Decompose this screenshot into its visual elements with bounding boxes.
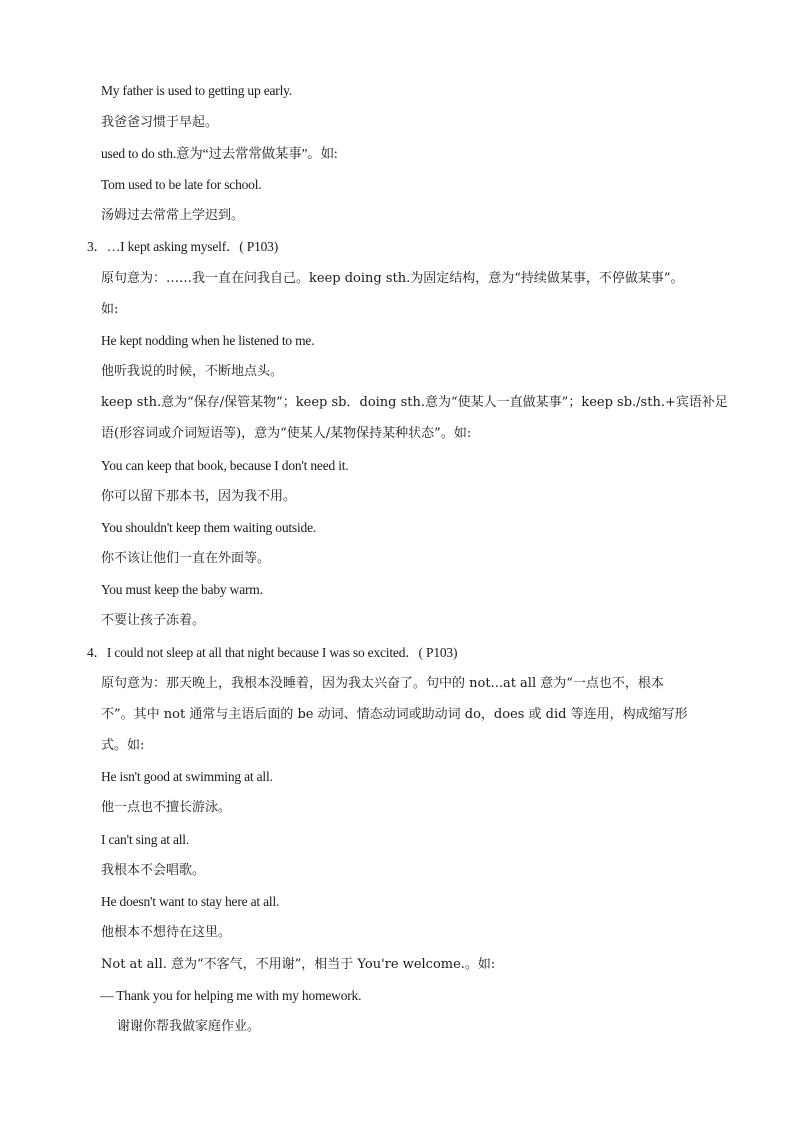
translation: 他一点也不擅长游泳。 <box>101 800 232 815</box>
example-sentence: You must keep the baby warm. <box>101 582 263 597</box>
explanation: 不”。其中 not 通常与主语后面的 be 动词、情态动词或助动词 do，does 或 did 等连用，构成缩写形 <box>101 707 688 722</box>
item-heading-4: 4．I could not sleep at all that night because I was so excited．( P103) <box>87 645 458 660</box>
explanation: 原句意为：……我一直在问我自己。keep doing sth.为固定结构，意为“持续做某事，不停做某事”。 <box>101 271 684 286</box>
translation: 我根本不会唱歌。 <box>101 863 206 878</box>
explanation: 原句意为：那天晚上，我根本没睡着，因为我太兴奋了。句中的 not...at all 意为“一点也不，根本 <box>101 676 664 691</box>
translation: 我爸爸习惯于早起。 <box>101 115 219 130</box>
example-sentence: My father is used to getting up early. <box>101 83 292 98</box>
translation: 他根本不想待在这里。 <box>101 925 232 940</box>
example-sentence: He doesn't want to stay here at all. <box>101 894 280 909</box>
translation: 汤姆过去常常上学迟到。 <box>101 208 245 223</box>
explanation: 式。如: <box>101 738 145 753</box>
example-sentence: You can keep that book, because I don't need it. <box>101 458 349 473</box>
translation: 你不该让他们一直在外面等。 <box>101 551 271 566</box>
explanation: 如: <box>101 302 119 317</box>
explanation: used to do sth.意为“过去常常做某事”。如: <box>101 146 338 161</box>
explanation: Not at all. 意为“不客气，不用谢”，相当于 You're welcome.。如: <box>101 957 496 972</box>
dialogue-line: — Thank you for helping me with my homework. <box>100 988 362 1003</box>
item-heading-3: 3．…I kept asking myself．( P103) <box>87 239 279 254</box>
translation: 他听我说的时候，不断地点头。 <box>101 364 284 379</box>
translation: 谢谢你帮我做家庭作业。 <box>117 1019 261 1034</box>
example-sentence: I can't sing at all. <box>101 832 190 847</box>
explanation: 语(形容词或介词短语等)，意为“使某人/某物保持某种状态”。如: <box>101 426 472 441</box>
example-sentence: You shouldn't keep them waiting outside. <box>101 520 317 535</box>
example-sentence: He kept nodding when he listened to me. <box>101 333 315 348</box>
explanation: keep sth.意为“保存/保管某物”；keep sb．doing sth.意为“使某人一直做某事”；keep sb./sth.+宾语补足 <box>101 395 728 410</box>
translation: 不要让孩子冻着。 <box>101 613 206 628</box>
translation: 你可以留下那本书，因为我不用。 <box>101 489 297 504</box>
example-sentence: He isn't good at swimming at all. <box>101 769 273 784</box>
example-sentence: Tom used to be late for school. <box>101 177 262 192</box>
